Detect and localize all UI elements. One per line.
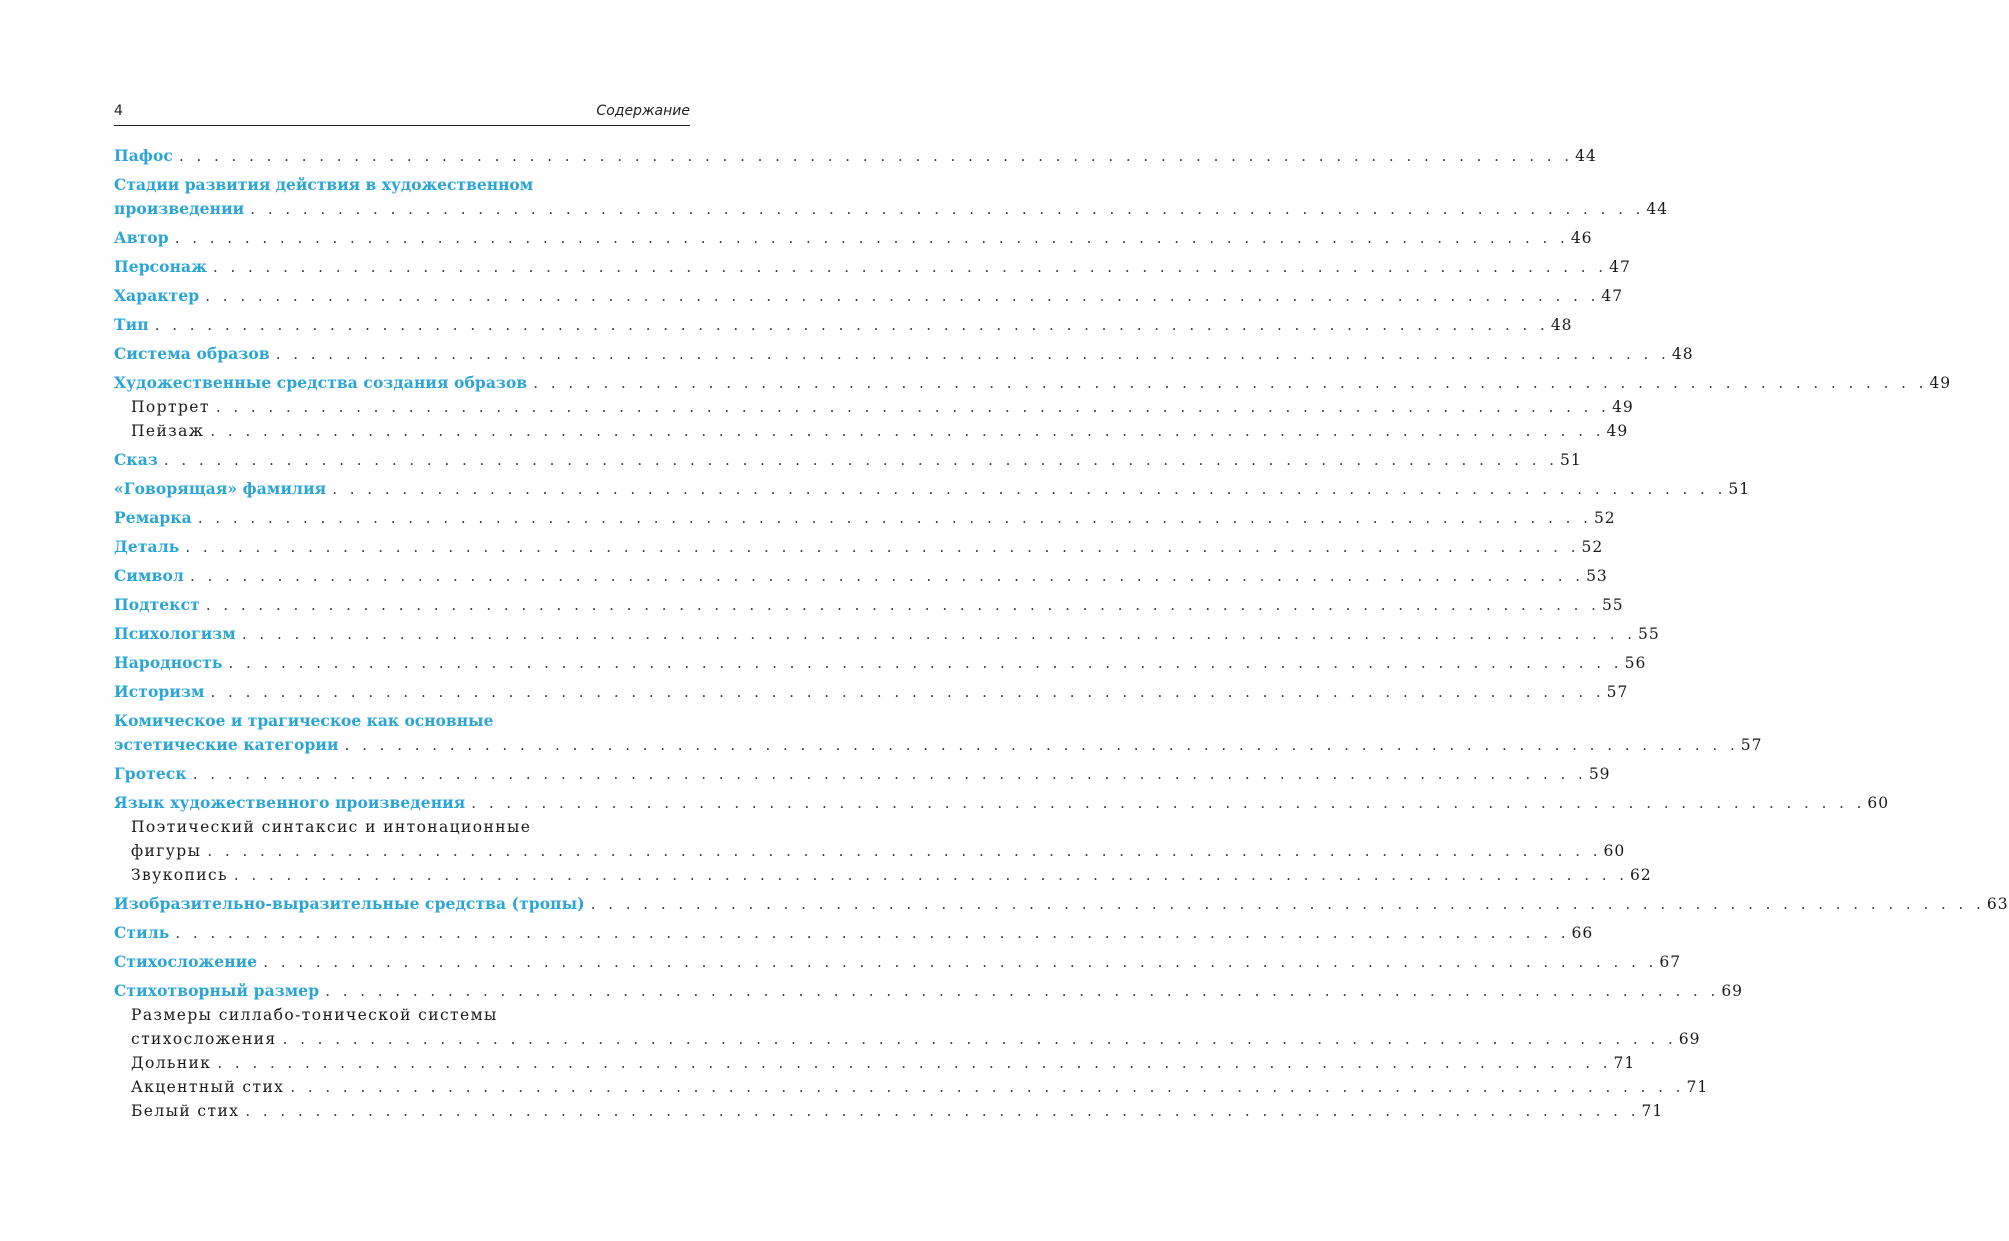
dot-leader: . . . . . . . . . . . . . . . . . . . . . . . . . . . . . . . . . . . . . . . . . . . . . . . . . . . . . . . . . . . . . . . . . . . . . . . . . . . . . . . .: [210, 683, 1605, 701]
toc-entry-page-number: 59: [1588, 765, 1611, 783]
toc-entry-title: Тип: [114, 315, 149, 334]
toc-entry[interactable]: [114, 477, 1751, 501]
toc-entry[interactable]: [114, 762, 1611, 786]
toc-entry-title: Гротеск: [114, 764, 187, 783]
toc-entry-page-number: 60: [1867, 794, 1890, 812]
toc-entry-title: Подтекст: [114, 595, 200, 614]
dot-leader: . . . . . . . . . . . . . . . . . . . . . . . . . . . . . . . . . . . . . . . . . . . . . . . . . . . . . . . . . . . . . . . . . . . . . . . . . . . . . . . .: [275, 345, 1670, 363]
toc-entry-title: Ремарка: [114, 508, 192, 527]
toc-entry-page-number: 60: [1603, 842, 1626, 860]
toc-entry-title: Звукопись: [131, 866, 228, 884]
toc-entry-page-number: 49: [1606, 422, 1629, 440]
toc-entry-title-line: Поэтический синтаксис и интонационные: [131, 818, 532, 836]
toc-entry-title: Белый стих: [131, 1102, 240, 1120]
toc-entry-title: Портрет: [131, 398, 210, 416]
dot-leader: . . . . . . . . . . . . . . . . . . . . . . . . . . . . . . . . . . . . . . . . . . . . . . . . . . . . . . . . . . . . . . . . . . . . . . . . . . . . . . . .: [325, 982, 1720, 1000]
toc-entry-title: Сказ: [114, 450, 158, 469]
toc-entry-page-number: 71: [1641, 1102, 1664, 1120]
toc-entry-title: Акцентный стих: [131, 1078, 285, 1096]
toc-entry-page-number: 48: [1671, 345, 1694, 363]
toc-entry-title: Художественные средства создания образов: [114, 373, 528, 392]
dot-leader: . . . . . . . . . . . . . . . . . . . . . . . . . . . . . . . . . . . . . . . . . . . . . . . . . . . . . . . . . . . . . . . . . . . . . . . . . . . . . . . .: [241, 625, 1636, 643]
toc-entry-page-number: 46: [1570, 229, 1593, 247]
toc-entry-title: Стихосложение: [114, 952, 258, 971]
dot-leader: . . . . . . . . . . . . . . . . . . . . . . . . . . . . . . . . . . . . . . . . . . . . . . . . . . . . . . . . . . . . . . . . . . . . . . . . . . . . . . . .: [344, 736, 1739, 754]
toc-entry-title: Деталь: [114, 537, 180, 556]
toc-entry[interactable]: [114, 593, 1624, 617]
toc-entry-page-number: 55: [1638, 625, 1660, 643]
toc-entry-page-number: 52: [1593, 509, 1616, 527]
toc-entry-title: Характер: [114, 286, 200, 305]
toc-entry[interactable]: [114, 709, 1763, 757]
page-header: [114, 101, 690, 126]
toc-entry-page-number: 57: [1740, 736, 1763, 754]
toc-entry-page-number: 63: [1986, 895, 2009, 913]
toc-entry[interactable]: [114, 535, 1604, 559]
toc-entry-page-number: 44: [1646, 200, 1669, 218]
toc-entry[interactable]: [114, 651, 1647, 675]
toc-entry[interactable]: [114, 950, 1682, 974]
toc-entry[interactable]: [114, 921, 1594, 945]
toc-entry[interactable]: [114, 1003, 1701, 1051]
toc-entry-page-number: 53: [1586, 567, 1608, 585]
dot-leader: . . . . . . . . . . . . . . . . . . . . . . . . . . . . . . . . . . . . . . . . . . . . . . . . . . . . . . . . . . . . . . . . . . . . . . . . . . . . . . . .: [207, 842, 1602, 860]
toc-entry[interactable]: [114, 395, 1634, 419]
toc-entry[interactable]: [114, 506, 1616, 530]
dot-leader: . . . . . . . . . . . . . . . . . . . . . . . . . . . . . . . . . . . . . . . . . . . . . . . . . . . . . . . . . . . . . . . . . . . . . . . . . . . . . . . .: [245, 1102, 1640, 1120]
dot-leader: . . . . . . . . . . . . . . . . . . . . . . . . . . . . . . . . . . . . . . . . . . . . . . . . . . . . . . . . . . . . . . . . . . . . . . . . . . . . . . . .: [163, 451, 1558, 469]
dot-leader: . . . . . . . . . . . . . . . . . . . . . . . . . . . . . . . . . . . . . . . . . . . . . . . . . . . . . . . . . . . . . . . . . . . . . . . . . . . . . . . .: [533, 374, 1928, 392]
table-of-contents: [114, 144, 2009, 1128]
dot-leader: . . . . . . . . . . . . . . . . . . . . . . . . . . . . . . . . . . . . . . . . . . . . . . . . . . . . . . . . . . . . . . . . . . . . . . . . . . . . . . . .: [205, 287, 1600, 305]
dot-leader: . . . . . . . . . . . . . . . . . . . . . . . . . . . . . . . . . . . . . . . . . . . . . . . . . . . . . . . . . . . . . . . . . . . . . . . . . . . . . . . .: [233, 866, 1629, 884]
dot-leader: . . . . . . . . . . . . . . . . . . . . . . . . . . . . . . . . . . . . . . . . . . . . . . . . . . . . . . . . . . . . . . . . . . . . . . . . . . . . . . . .: [228, 654, 1623, 672]
dot-leader: . . . . . . . . . . . . . . . . . . . . . . . . . . . . . . . . . . . . . . . . . . . . . . . . . . . . . . . . . . . . . . . . . . . . . . . . . . . . . . . .: [217, 1054, 1612, 1072]
toc-entry-title: Дольник: [131, 1054, 212, 1072]
toc-entry[interactable]: [114, 255, 1631, 279]
dot-leader: . . . . . . . . . . . . . . . . . . . . . . . . . . . . . . . . . . . . . . . . . . . . . . . . . . . . . . . . . . . . . . . . . . . . . . . . . . . . . . . .: [210, 422, 1605, 440]
toc-entry-title: фигуры: [131, 842, 202, 860]
toc-entry[interactable]: [114, 979, 1744, 1003]
toc-entry[interactable]: [114, 622, 1660, 646]
dot-leader: . . . . . . . . . . . . . . . . . . . . . . . . . . . . . . . . . . . . . . . . . . . . . . . . . . . . . . . . . . . . . . . . . . . . . . . . . . . . . . . .: [215, 398, 1610, 416]
toc-entry-page-number: 71: [1686, 1078, 1709, 1096]
toc-entry-page-number: 55: [1601, 596, 1624, 614]
toc-entry-title: Пейзаж: [131, 422, 205, 440]
toc-entry-page-number: 52: [1581, 538, 1604, 556]
toc-entry-title: Народность: [114, 653, 223, 672]
toc-entry[interactable]: [114, 1051, 1636, 1075]
toc-entry-page-number: 69: [1721, 982, 1744, 1000]
dot-leader: . . . . . . . . . . . . . . . . . . . . . . . . . . . . . . . . . . . . . . . . . . . . . . . . . . . . . . . . . . . . . . . . . . . . . . . . . . . . . . . .: [189, 567, 1585, 585]
toc-entry-title: Стихотворный размер: [114, 981, 320, 1000]
toc-entry[interactable]: [114, 371, 1952, 395]
toc-entry-page-number: 67: [1659, 953, 1682, 971]
toc-entry[interactable]: [114, 173, 1669, 221]
dot-leader: . . . . . . . . . . . . . . . . . . . . . . . . . . . . . . . . . . . . . . . . . . . . . . . . . . . . . . . . . . . . . . . . . . . . . . . . . . . . . . . .: [192, 765, 1587, 783]
dot-leader: . . . . . . . . . . . . . . . . . . . . . . . . . . . . . . . . . . . . . . . . . . . . . . . . . . . . . . . . . . . . . . . . . . . . . . . . . . . . . . . .: [154, 316, 1549, 334]
toc-entry[interactable]: [114, 226, 1593, 250]
toc-entry-page-number: 44: [1575, 147, 1597, 165]
toc-entry[interactable]: [114, 1075, 1709, 1099]
dot-leader: . . . . . . . . . . . . . . . . . . . . . . . . . . . . . . . . . . . . . . . . . . . . . . . . . . . . . . . . . . . . . . . . . . . . . . . . . . . . . . . .: [212, 258, 1608, 276]
running-title: Содержание: [596, 103, 690, 119]
toc-entry[interactable]: [114, 342, 1694, 366]
dot-leader: . . . . . . . . . . . . . . . . . . . . . . . . . . . . . . . . . . . . . . . . . . . . . . . . . . . . . . . . . . . . . . . . . . . . . . . . . . . . . . . .: [290, 1078, 1685, 1096]
toc-entry-page-number: 66: [1571, 924, 1594, 942]
page-number: 4: [114, 103, 123, 119]
toc-entry-page-number: 48: [1550, 316, 1573, 334]
toc-entry-page-number: 51: [1560, 451, 1582, 469]
dot-leader: . . . . . . . . . . . . . . . . . . . . . . . . . . . . . . . . . . . . . . . . . . . . . . . . . . . . . . . . . . . . . . . . . . . . . . . . . . . . . . . .: [282, 1030, 1677, 1048]
toc-entry-title: «Говорящая» фамилия: [114, 479, 327, 498]
toc-entry-page-number: 57: [1606, 683, 1629, 701]
toc-entry-page-number: 62: [1630, 866, 1652, 884]
toc-entry-title: Персонаж: [114, 257, 207, 276]
toc-entry-page-number: 47: [1601, 287, 1624, 305]
toc-entry[interactable]: [114, 448, 1582, 472]
toc-entry[interactable]: [114, 564, 1608, 588]
toc-entry-title: Историзм: [114, 682, 205, 701]
toc-entry[interactable]: [114, 791, 1890, 815]
dot-leader: . . . . . . . . . . . . . . . . . . . . . . . . . . . . . . . . . . . . . . . . . . . . . . . . . . . . . . . . . . . . . . . . . . . . . . . . . . . . . . . .: [185, 538, 1580, 556]
dot-leader: . . . . . . . . . . . . . . . . . . . . . . . . . . . . . . . . . . . . . . . . . . . . . . . . . . . . . . . . . . . . . . . . . . . . . . . . . . . . . . . .: [174, 229, 1569, 247]
dot-leader: . . . . . . . . . . . . . . . . . . . . . . . . . . . . . . . . . . . . . . . . . . . . . . . . . . . . . . . . . . . . . . . . . . . . . . . . . . . . . . . .: [332, 480, 1727, 498]
toc-entry-title: Пафос: [114, 146, 173, 165]
toc-entry-title: Символ: [114, 566, 184, 585]
dot-leader: . . . . . . . . . . . . . . . . . . . . . . . . . . . . . . . . . . . . . . . . . . . . . . . . . . . . . . . . . . . . . . . . . . . . . . . . . . . . . . . .: [590, 895, 1985, 913]
toc-entry-title-line: Комическое и трагическое как основные: [114, 711, 494, 730]
toc-entry[interactable]: [114, 815, 1626, 863]
toc-entry[interactable]: [114, 313, 1573, 337]
toc-entry[interactable]: [114, 892, 2009, 916]
dot-leader: . . . . . . . . . . . . . . . . . . . . . . . . . . . . . . . . . . . . . . . . . . . . . . . . . . . . . . . . . . . . . . . . . . . . . . . . . . . . . . . .: [205, 596, 1600, 614]
toc-entry-title: эстетические категории: [114, 735, 339, 754]
toc-entry[interactable]: [114, 284, 1624, 308]
toc-entry[interactable]: [114, 863, 1652, 887]
dot-leader: . . . . . . . . . . . . . . . . . . . . . . . . . . . . . . . . . . . . . . . . . . . . . . . . . . . . . . . . . . . . . . . . . . . . . . . . . . . . . . . .: [178, 147, 1574, 165]
dot-leader: . . . . . . . . . . . . . . . . . . . . . . . . . . . . . . . . . . . . . . . . . . . . . . . . . . . . . . . . . . . . . . . . . . . . . . . . . . . . . . . .: [471, 794, 1866, 812]
toc-entry-title: Стиль: [114, 923, 170, 942]
toc-entry-page-number: 49: [1611, 398, 1634, 416]
toc-entry-page-number: 47: [1609, 258, 1631, 276]
toc-entry-title: Система образов: [114, 344, 270, 363]
toc-entry-title: Автор: [114, 228, 169, 247]
toc-entry-page-number: 71: [1613, 1054, 1636, 1072]
toc-entry[interactable]: [114, 680, 1629, 704]
toc-entry-title: Язык художественного произведения: [114, 793, 466, 812]
toc-entry-page-number: 69: [1678, 1030, 1701, 1048]
toc-entry-title: произведении: [114, 199, 245, 218]
dot-leader: . . . . . . . . . . . . . . . . . . . . . . . . . . . . . . . . . . . . . . . . . . . . . . . . . . . . . . . . . . . . . . . . . . . . . . . . . . . . . . . .: [175, 924, 1570, 942]
dot-leader: . . . . . . . . . . . . . . . . . . . . . . . . . . . . . . . . . . . . . . . . . . . . . . . . . . . . . . . . . . . . . . . . . . . . . . . . . . . . . . . .: [250, 200, 1645, 218]
toc-entry-title: Психологизм: [114, 624, 236, 643]
toc-entry-title-line: Стадии развития действия в художественном: [114, 175, 534, 194]
toc-entry-title: стихосложения: [131, 1030, 277, 1048]
toc-entry-page-number: 56: [1624, 654, 1647, 672]
dot-leader: . . . . . . . . . . . . . . . . . . . . . . . . . . . . . . . . . . . . . . . . . . . . . . . . . . . . . . . . . . . . . . . . . . . . . . . . . . . . . . . .: [197, 509, 1592, 527]
toc-entry[interactable]: [114, 1099, 1664, 1123]
toc-entry-page-number: 49: [1929, 374, 1952, 392]
toc-entry-title: Изобразительно-выразительные средства (тропы): [114, 894, 585, 913]
toc-entry-title-line: Размеры силлабо-тонической системы: [131, 1006, 498, 1024]
toc-entry[interactable]: [114, 419, 1629, 443]
toc-entry[interactable]: [114, 144, 1597, 168]
toc-entry-page-number: 51: [1728, 480, 1751, 498]
dot-leader: . . . . . . . . . . . . . . . . . . . . . . . . . . . . . . . . . . . . . . . . . . . . . . . . . . . . . . . . . . . . . . . . . . . . . . . . . . . . . . . .: [263, 953, 1658, 971]
